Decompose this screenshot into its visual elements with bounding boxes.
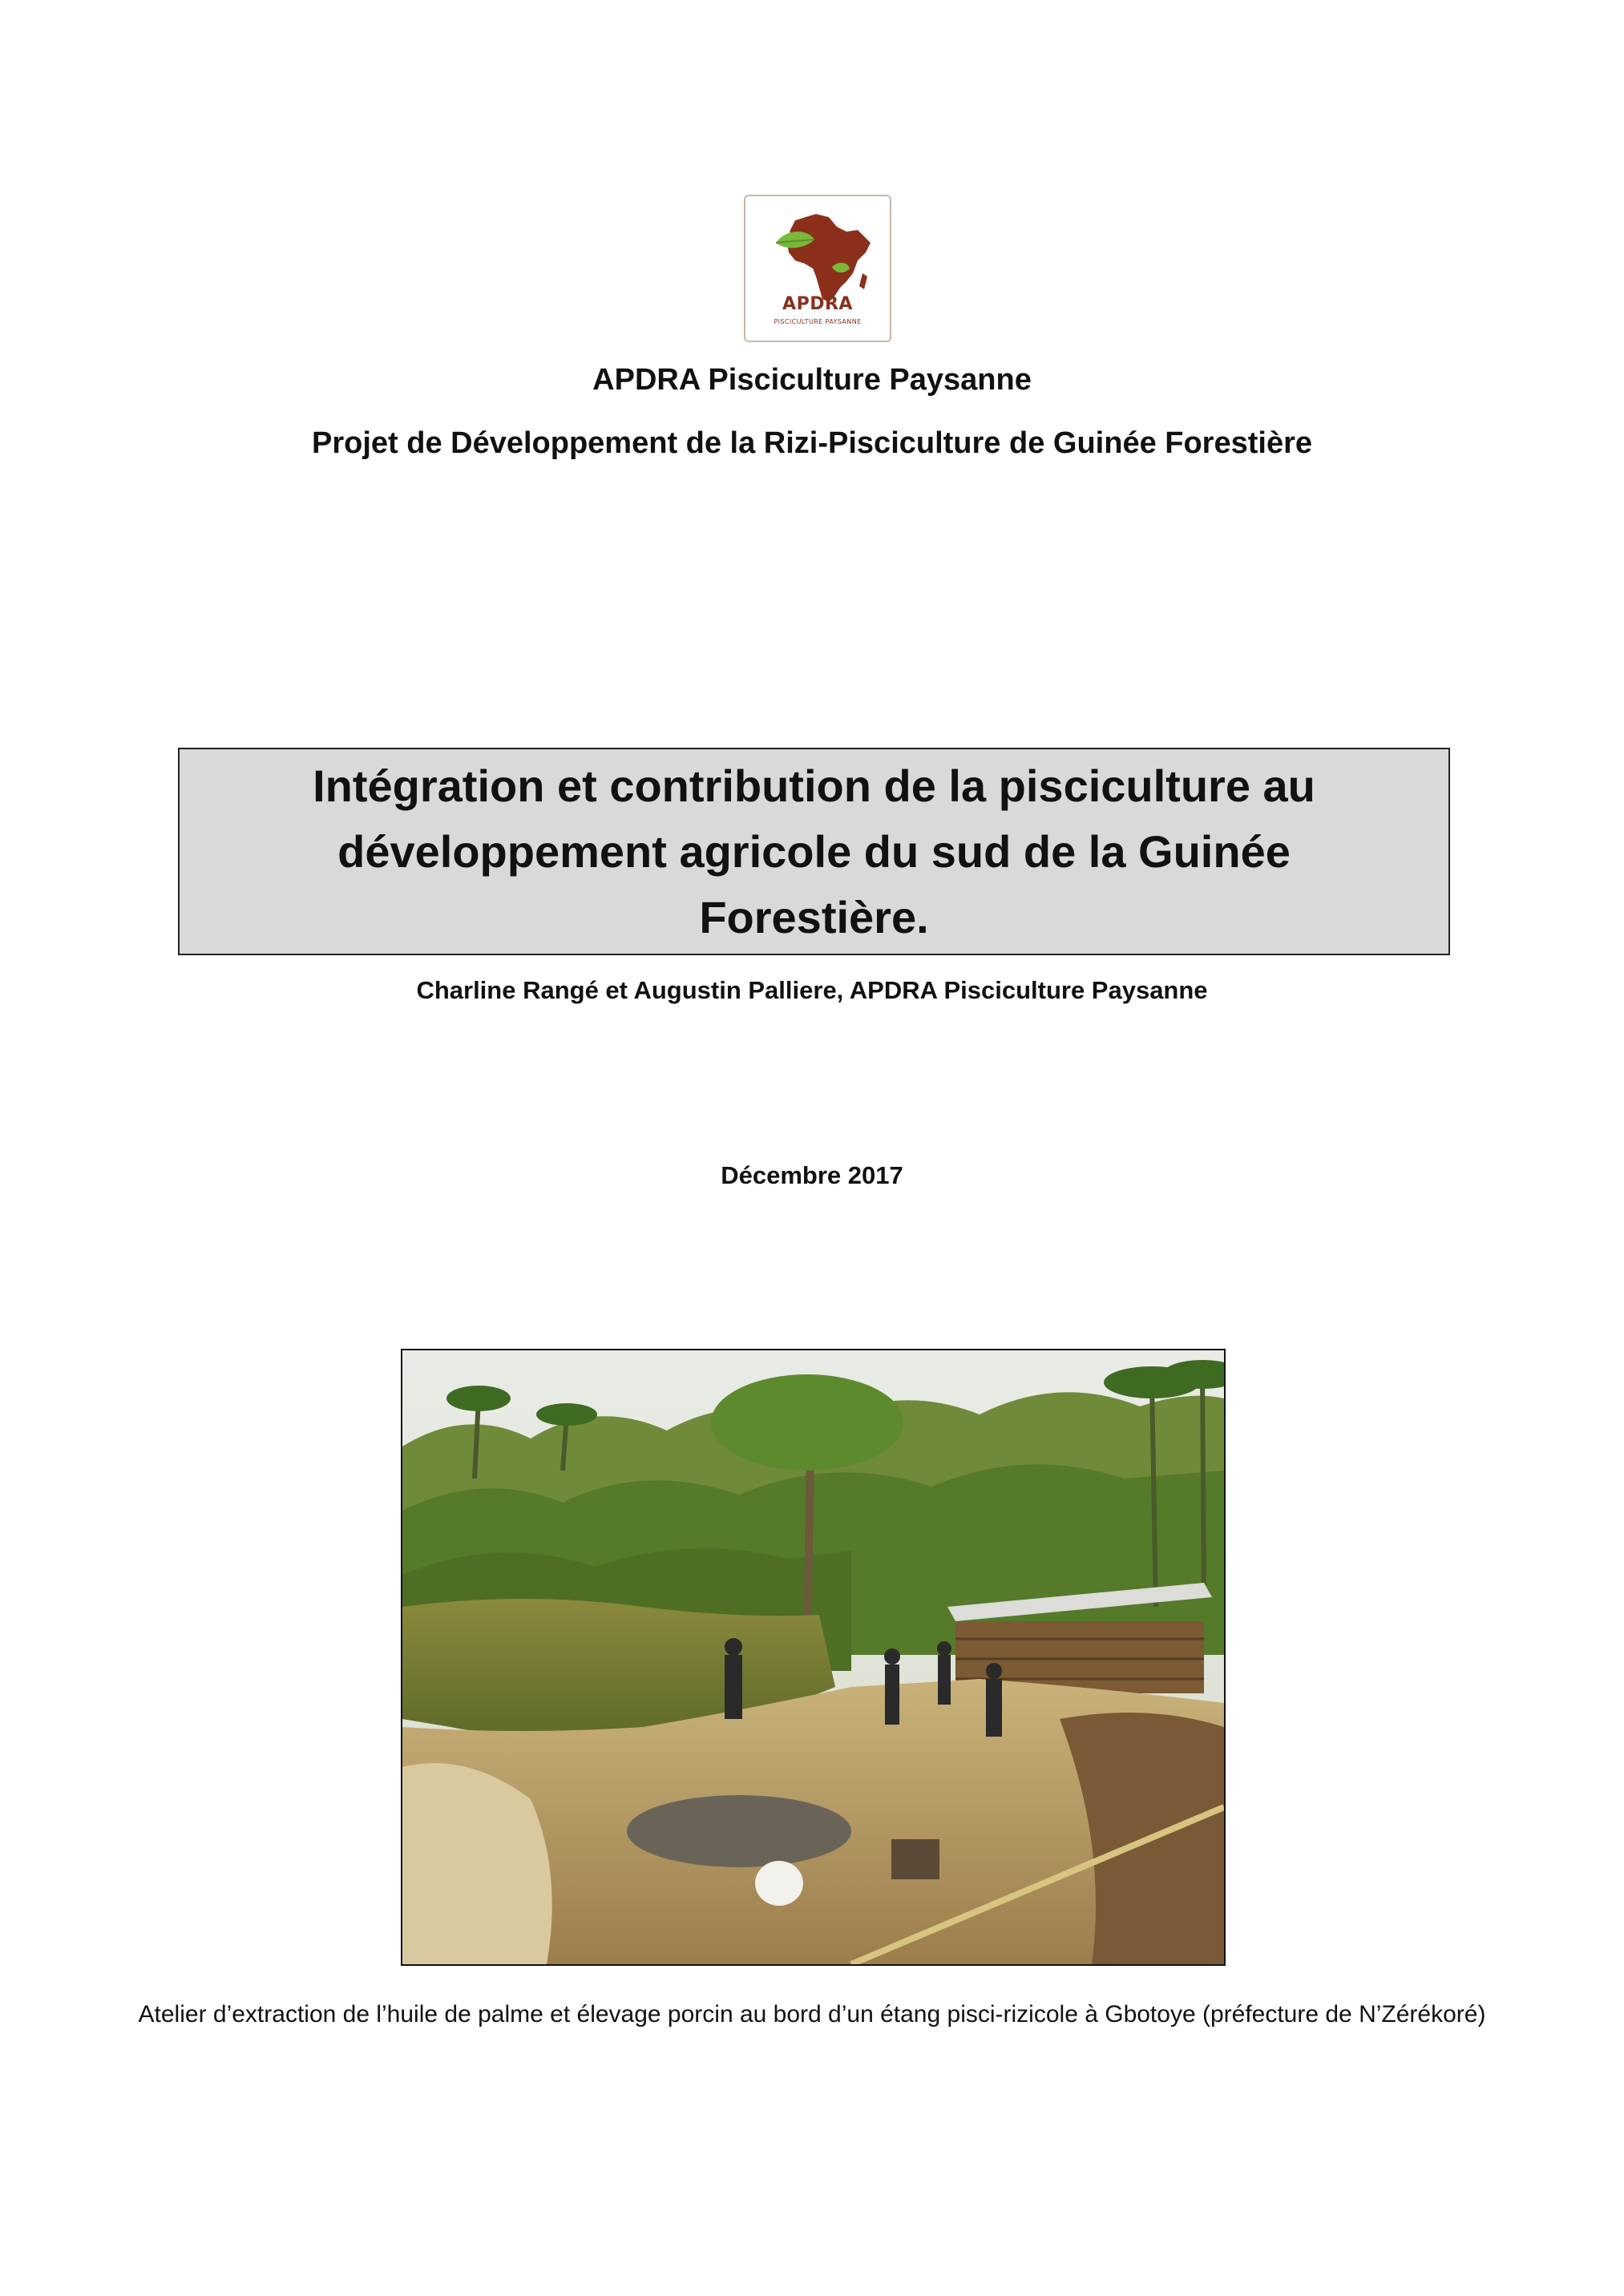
authors: Charline Rangé et Augustin Palliere, APDRA Pisciculture Paysanne xyxy=(416,976,1208,1004)
organization-name: APDRA Pisciculture Paysanne xyxy=(592,363,1032,397)
document-title: Intégration et contribution de la pisciculture au développement agricole du sud de la Guinée Forestière. xyxy=(313,760,1315,942)
apdra-logo xyxy=(744,195,891,342)
photo-caption: Atelier d’extraction de l’huile de palme et élevage porcin au bord d’un étang pisci-rizicole à Gbotoye (préfecture de N’Zérékoré) xyxy=(138,2001,1486,2028)
cover-photo-illustration xyxy=(402,1350,1224,1964)
publication-date: Décembre 2017 xyxy=(721,1161,903,1189)
project-name: Projet de Développement de la Rizi-Pisciculture de Guinée Forestière xyxy=(311,426,1313,460)
title-box xyxy=(178,748,1450,955)
logo-subtitle: PISCICULTURE PAYSANNE xyxy=(774,318,862,325)
logo-name: APDRA xyxy=(782,294,853,314)
cover-photo xyxy=(401,1349,1226,1966)
